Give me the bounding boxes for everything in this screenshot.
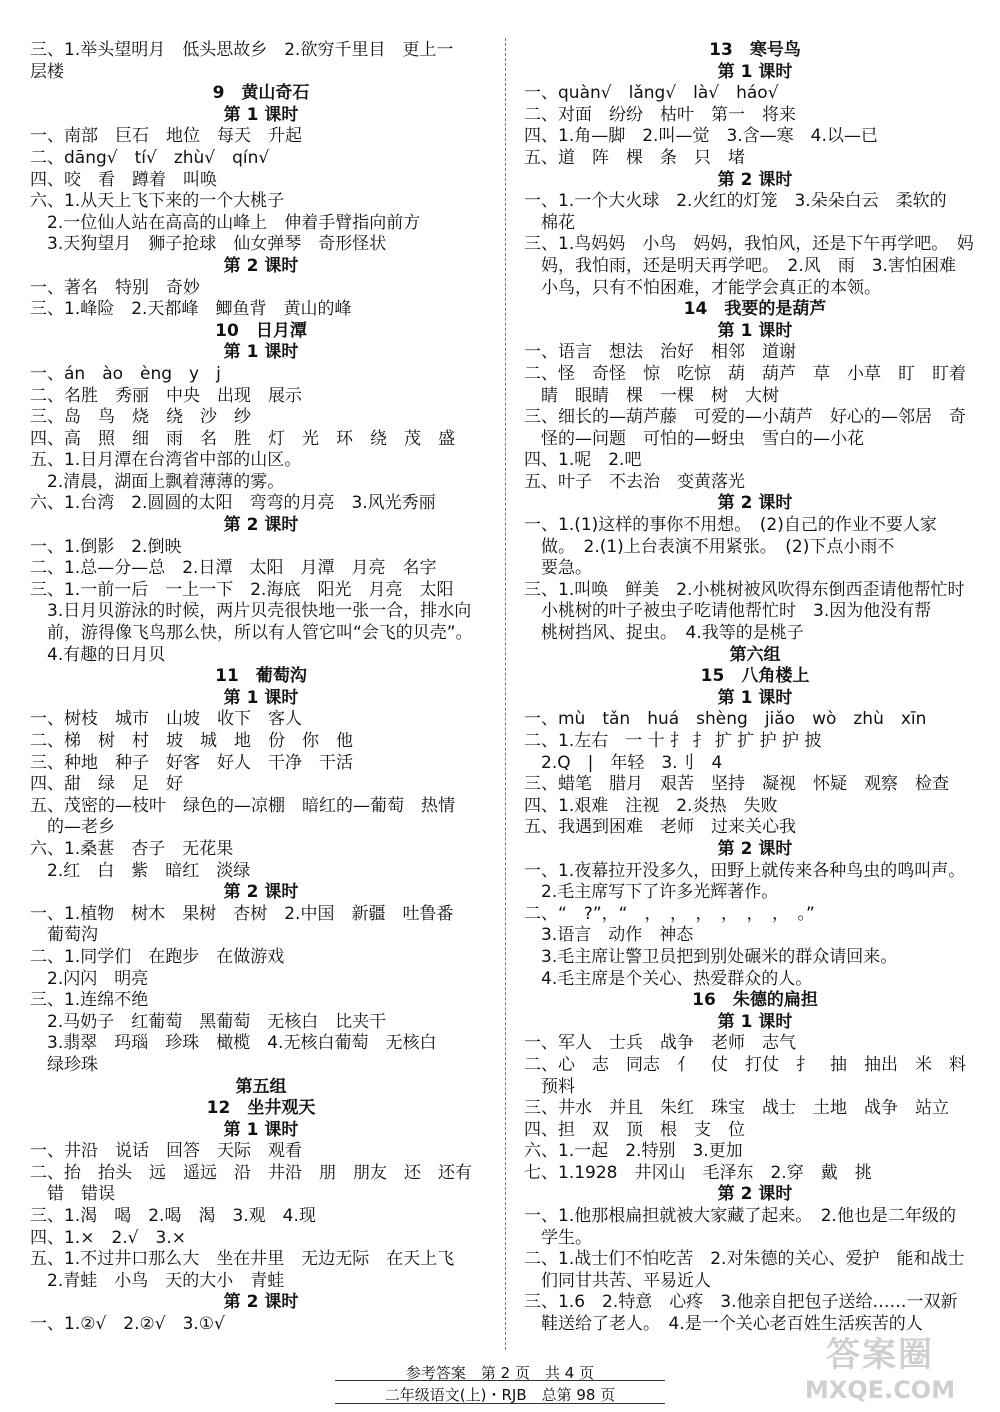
answer-line: 三、岛 鸟 烧 绕 沙 纱 [30, 407, 251, 428]
answer-line: 棉花 [524, 212, 575, 233]
answer-line: 一、1.倒影 2.倒映 [30, 536, 182, 557]
footer-book-info: 二年级语文(上)・RJB 总第 98 页 [384, 1386, 616, 1404]
answer-line: 二、1.同学们 在跑步 在做游戏 [30, 946, 285, 967]
answer-line: 三、1.一前一后 一上一下 2.海底 阳光 月亮 太阳 [30, 579, 454, 600]
answer-line: 一、南部 巨石 地位 每天 升起 [30, 126, 302, 147]
answer-line: 一、mù tǎn huá shèng jiǎo wò zhù xīn [524, 709, 927, 730]
answer-line: 四、甜 绿 足 好 [30, 774, 183, 795]
answer-line: 四、咬 看 蹲着 叫唤 [30, 169, 217, 190]
answer-line: 一、著名 特别 奇妙 [30, 277, 200, 298]
answer-line: 一、树枝 城市 山坡 收下 客人 [30, 709, 302, 730]
answer-line: 一、1.(1)这样的事你不用想。 (2)自己的作业不要人家 [524, 515, 937, 536]
answer-line: 一、井沿 说话 回答 天际 观看 [30, 1141, 302, 1162]
answer-line: 二、抬 抬头 远 遥远 沿 井沿 朋 朋友 还 还有 [30, 1162, 472, 1183]
right-column [524, 40, 986, 1336]
answer-line: 2.青蛙 小鸟 天的大小 青蛙 [30, 1270, 285, 1291]
answer-line: 2.Q | 年轻 3.刂 4 [524, 752, 723, 773]
answer-line: 四、高 照 细 雨 名 胜 灯 光 环 绕 茂 盛 [30, 428, 455, 449]
answer-line: 一、军人 士兵 战争 老师 志气 [524, 1033, 796, 1054]
answer-line: 二、心 志 同志 亻 仗 打仗 扌 抽 抽出 米 料 [524, 1054, 966, 1075]
section-heading: 第 2 课时 [717, 493, 793, 514]
answer-line: 4.有趣的日月贝 [30, 644, 166, 665]
section-heading: 第 2 课时 [223, 515, 299, 536]
answer-line: 二、怪 奇怪 惊 吃惊 葫 葫芦 草 小草 盯 盯着 [524, 363, 966, 384]
answer-line: 二、dāng√ tí√ zhù√ qín√ [30, 147, 270, 168]
section-heading: 第 2 课时 [717, 838, 793, 859]
section-heading: 11 葡萄沟 [215, 666, 307, 687]
answer-line: 的—老乡 [30, 817, 115, 838]
answer-line: 2.红 白 紫 暗红 淡绿 [30, 860, 251, 881]
answer-line: 2.毛主席写下了许多光辉著作。 [524, 882, 779, 903]
section-heading: 12 坐井观天 [206, 1098, 316, 1119]
section-heading: 第 1 课时 [717, 687, 793, 708]
answer-line: 一、1.植物 树木 果树 杏树 2.中国 新疆 吐鲁番 [30, 903, 454, 924]
section-heading: 15 八角楼上 [700, 666, 810, 687]
answer-line: 鞋送给了老人。 4.是一个关心老百姓生活疾苦的人 [524, 1314, 923, 1335]
section-heading: 第 1 课时 [223, 342, 299, 363]
answer-line: 三、细长的—葫芦藤 可爱的—小葫芦 好心的—邻居 奇 [524, 407, 966, 428]
answer-line: 四、1.× 2.√ 3.× [30, 1227, 186, 1248]
answer-line: 五、1.日月潭在台湾省中部的山区。 [30, 450, 302, 471]
section-heading: 第 1 课时 [717, 320, 793, 341]
section-heading: 16 朱德的扁担 [692, 990, 818, 1011]
section-heading: 13 寒号鸟 [709, 40, 801, 60]
footer-page-info: 参考答案 第 2 页 共 4 页 [405, 1364, 595, 1382]
answer-line: 三、1.峰险 2.天都峰 鲫鱼背 黄山的峰 [30, 299, 352, 320]
section-heading: 第 2 课时 [223, 1292, 299, 1313]
answer-line: 一、1.一个大火球 2.火红的灯笼 3.朵朵白云 柔软的 [524, 191, 947, 212]
answer-line: 3.毛主席让警卫员把到别处碾米的群众请回来。 [524, 946, 898, 967]
answer-line: 4.毛主席是个关心、热爱群众的人。 [524, 968, 813, 989]
answer-line: 四、1.呢 2.吧 [524, 450, 642, 471]
answer-line: 三、井水 并且 朱红 珠宝 战士 土地 战争 站立 [524, 1098, 949, 1119]
answer-line: 六、1.从天上飞下来的一个大桃子 [30, 191, 285, 212]
answer-line: 五、叶子 不去治 变黄落光 [524, 471, 745, 492]
left-column [30, 40, 492, 1336]
answer-line: 七、1.1928 井冈山 毛泽东 2.穿 戴 挑 [524, 1162, 872, 1183]
section-heading: 第六组 [729, 644, 781, 665]
section-heading: 第五组 [235, 1076, 287, 1097]
answer-line: 预料 [524, 1076, 575, 1097]
answer-line: 一、quàn√ lǎng√ là√ háo√ [524, 83, 779, 104]
watermark [780, 1327, 980, 1404]
answer-line: 三、1.6 2.特意 心疼 3.他亲自把包子送给……一双新 [524, 1292, 958, 1313]
answer-line: 四、1.角—脚 2.叫—觉 3.含—寒 4.以—已 [524, 126, 878, 147]
answer-line: 一、语言 想法 治好 相邻 道谢 [524, 342, 796, 363]
watermark-url: MXQE.COM [804, 1376, 956, 1404]
answer-line: 一、1.②√ 2.②√ 3.①√ [30, 1314, 225, 1335]
section-heading: 第 2 课时 [717, 169, 793, 190]
answer-line: 桃树挡风、捉虫。 4.我等的是桃子 [524, 623, 804, 644]
answer-line: 四、1.艰难 注视 2.炎热 失败 [524, 795, 778, 816]
answer-line: 五、1.不过井口那么大 坐在井里 无边无际 在天上飞 [30, 1249, 455, 1270]
answer-line: 二、名胜 秀丽 中央 出现 展示 [30, 385, 302, 406]
answer-line: 五、茂密的—枝叶 绿色的—凉棚 暗红的—葡萄 热情 [30, 795, 455, 816]
section-heading: 第 2 课时 [223, 255, 299, 276]
answer-line: 三、蜡笔 腊月 艰苦 坚持 凝视 怀疑 观察 检查 [524, 774, 949, 795]
answer-line: 3.语言 动作 神态 [524, 925, 694, 946]
answer-line: 三、1.举头望明月 低头思故乡 2.欲穷千里目 更上一 [30, 40, 454, 60]
answer-line: 绿珍珠 [30, 1054, 98, 1075]
section-heading: 9 黄山奇石 [212, 83, 310, 104]
answer-line: 二、“ ?”，“ ， ， ， ， ， ， 。” [524, 903, 815, 924]
answer-line: 二、对面 纷纷 枯叶 第一 将来 [524, 104, 796, 125]
answer-line: 怪的—问题 可怕的—蚜虫 雪白的—小花 [524, 428, 864, 449]
section-heading: 第 1 课时 [223, 1119, 299, 1140]
answer-line: 六、1.桑葚 杏子 无花果 [30, 838, 234, 859]
watermark-brand: 答案圈 [826, 1335, 934, 1375]
answer-line: 四、担 双 顶 根 支 位 [524, 1119, 745, 1140]
answer-line: 2.一位仙人站在高高的山峰上 伸着手臂指向前方 [30, 212, 421, 233]
answer-line: 3.日月贝游泳的时候，两片贝壳很快地一张一合，排水向 [30, 601, 472, 622]
answer-line: 学生。 [524, 1227, 592, 1248]
answer-line: 一、án ào èng y j [30, 363, 221, 384]
answer-line: 六、1.一起 2.特别 3.更加 [524, 1141, 743, 1162]
answer-line: 3.天狗望月 狮子抢球 仙女弹琴 奇形怪状 [30, 234, 387, 255]
answer-line: 五、道 阵 棵 条 只 堵 [524, 147, 745, 168]
answer-line: 小桃树的叶子被虫子吃请他帮忙时 3.因为他没有帮 [524, 601, 932, 622]
answer-line: 二、1.总—分—总 2.日潭 太阳 月潭 月亮 名字 [30, 558, 437, 579]
section-heading: 第 1 课时 [717, 1011, 793, 1032]
answer-line: 二、1.左右 一 十 扌 扌 扩 扩 护 护 披 [524, 731, 822, 751]
section-heading: 14 我要的是葫芦 [683, 299, 827, 320]
answer-line: 三、1.鸟妈妈 小鸟 妈妈，我怕风，还是下午再学吧。 妈 [524, 234, 974, 255]
answer-line: 2.马奶子 红葡萄 黑葡萄 无核白 比夹干 [30, 1011, 387, 1032]
answer-line: 错 错误 [30, 1184, 115, 1205]
section-heading: 第 1 课时 [717, 61, 793, 82]
answer-line: 一、1.他那根扁担就被大家藏了起来。 2.他也是二年级的 [524, 1206, 956, 1227]
answer-line: 小鸟，只有不怕困难，才能学会真正的本领。 [524, 277, 881, 298]
section-heading: 第 1 课时 [223, 687, 299, 708]
answer-line: 一、1.夜幕拉开没多久，田野上就传来各种鸟虫的鸣叫声。 [524, 860, 966, 881]
answer-line: 三、1.连绵不绝 [30, 990, 149, 1011]
answer-line: 三、种地 种子 好客 好人 干净 干活 [30, 752, 353, 773]
answer-line: 前，游得像飞鸟那么快，所以有人管它叫“会飞的贝壳”。 [30, 623, 473, 644]
section-heading: 第 2 课时 [717, 1184, 793, 1205]
column-divider [505, 38, 506, 1350]
answer-line: 做。 2.(1)上台表演不用紧张。 (2)下点小雨不 [524, 536, 895, 557]
answer-line: 五、我遇到困难 老师 过来关心我 [524, 817, 796, 838]
section-heading: 第 1 课时 [223, 104, 299, 125]
section-heading: 第 2 课时 [223, 882, 299, 903]
answer-line: 睛 眼睛 棵 一棵 树 大树 [524, 385, 779, 406]
answer-line: 们同甘共苦、平易近人 [524, 1270, 711, 1291]
answer-line: 二、1.战士们不怕吃苦 2.对朱德的关心、爱护 能和战士 [524, 1249, 965, 1270]
answer-line: 葡萄沟 [30, 925, 98, 946]
answer-line: 层楼 [30, 61, 64, 82]
answer-line: 2.清晨，湖面上飘着薄薄的雾。 [30, 471, 285, 492]
answer-line: 三、1.渴 喝 2.喝 渴 3.观 4.现 [30, 1206, 316, 1227]
answer-line: 二、梯 树 村 坡 城 地 份 你 他 [30, 731, 353, 751]
answer-line: 要急。 [524, 558, 592, 579]
answer-line: 妈，我怕雨，还是明天再学吧。 2.风 雨 3.害怕困难 [524, 255, 956, 276]
answer-line: 六、1.台湾 2.圆圆的太阳 弯弯的月亮 3.风光秀丽 [30, 493, 436, 514]
answer-line: 2.闪闪 明亮 [30, 968, 149, 989]
answer-line: 3.翡翠 玛瑙 珍珠 橄榄 4.无核白葡萄 无核白 [30, 1033, 437, 1054]
section-heading: 10 日月潭 [215, 320, 307, 341]
answer-line: 三、1.叫唤 鲜美 2.小桃树被风吹得东倒西歪请他帮忙时 [524, 579, 965, 600]
